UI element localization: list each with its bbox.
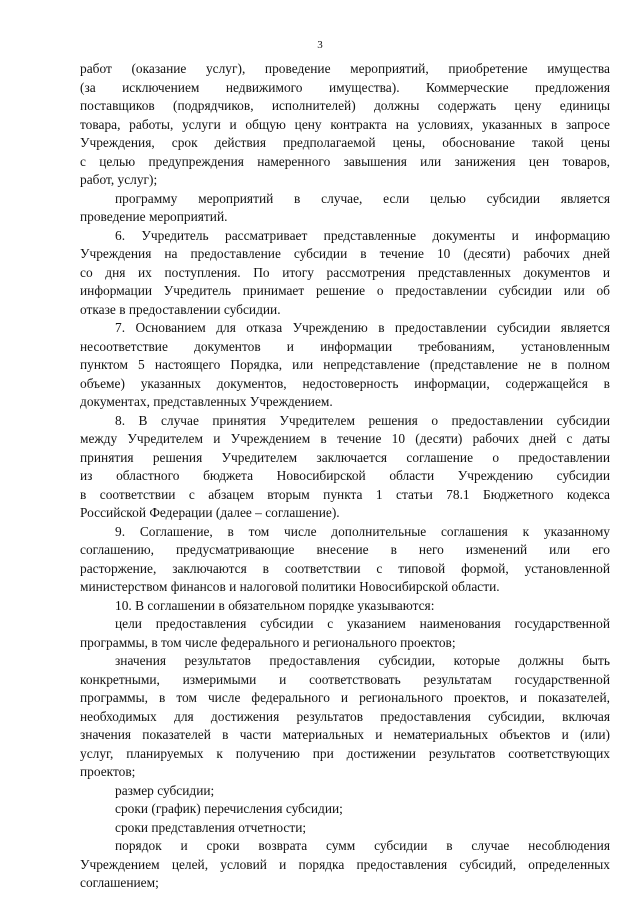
text-line: 10. В соглашении в обязательном порядке указываются: (115, 597, 435, 613)
text-line: 9. Соглашение, в том числе дополнительные соглашения к указанному (115, 523, 610, 539)
text-line: в соответствии с абзацем вторым пункта 1 статьи 78.1 Бюджетного кодекса (80, 486, 610, 502)
document-body (80, 60, 610, 893)
text-line: программы, в том числе федерального и регионального проектов; (80, 634, 456, 650)
text-line: цели предоставления субсидии с указанием наименования государственной (115, 616, 610, 631)
text-line: между Учредителем и Учреждением в течение 10 (десяти) рабочих дней с даты (80, 431, 610, 446)
text-line: сроки представления отчетности; (115, 819, 307, 835)
text-line: объеме) указанных документов, недостоверность информации, содержащейся в (80, 375, 610, 391)
text-line: принятия решения Учредителем заключается соглашение о предоставлении (80, 449, 610, 465)
text-line: работ (оказание услуг), проведение мероприятий, приобретение имущества (80, 61, 610, 76)
text-line: порядок и сроки возврата сумм субсидии в случае несоблюдения (115, 838, 610, 853)
text-line: конкретными, измеримыми и соответствовать результатам государственной (80, 671, 610, 687)
text-line: услуг, планируемых к получению при достижении результатов соответствующих (80, 745, 610, 761)
text-line: необходимых для достижения результатов предоставления субсидии, включая (80, 708, 610, 724)
text-line: проведение мероприятий. (80, 209, 228, 224)
text-line: со дня их поступления. По итогу рассмотрения представленных документов и (80, 264, 610, 280)
text-line: проектов; (80, 764, 136, 779)
text-line: программы, в том числе федерального и регионального проектов, и показателей, (80, 690, 610, 705)
text-line: 8. В случае принятия Учредителем решения о предоставлении субсидии (115, 412, 610, 428)
text-line: Учреждения, срок действия предполагаемой цены, обоснование такой цены (80, 135, 610, 150)
text-line: министерством финансов и налоговой политики Новосибирской области. (80, 579, 500, 594)
text-line: поставщиков (подрядчиков, исполнителей) должны содержать цену единицы (80, 98, 610, 113)
text-line: 6. Учредитель рассматривает представленные документы и информацию (115, 227, 610, 243)
text-line: (за исключением недвижимого имущества). Коммерческие предложения (80, 79, 610, 95)
text-line: информации Учредитель принимает решение о предоставлении субсидии или об (80, 283, 610, 298)
page-number: 3 (317, 39, 323, 51)
text-line: 7. Основанием для отказа Учреждению в предоставлении субсидии является (115, 320, 610, 335)
text-line: с целью предупреждения намеренного завышения или занижения цен товаров, (80, 153, 610, 169)
text-line: соглашением; (80, 875, 159, 890)
text-line: Учреждением целей, условий и порядка предоставления субсидий, определенных (80, 856, 610, 872)
text-line: Учреждения на предоставление субсидии в течение 10 (десяти) рабочих дней (80, 246, 610, 261)
text-line: документах, представленных Учреждением. (80, 394, 333, 409)
text-line: товара, работы, услуги и общую цену контракта на условиях, указанных в запросе (80, 116, 610, 132)
text-line: соглашению, предусматривающие внесение в него изменений или его (80, 542, 610, 557)
text-line: расторжение, заключаются в соответствии с типовой формой, установленной (80, 560, 610, 576)
text-line: значения результатов предоставления субсидии, которые должны быть (115, 653, 610, 668)
text-line: размер субсидии; (115, 782, 215, 798)
text-line: из областного бюджета Новосибирской области Учреждению субсидии (80, 468, 610, 483)
text-line: отказе в предоставлении субсидии. (80, 301, 281, 317)
text-line: Российской Федерации (далее – соглашение). (80, 505, 340, 520)
text-line: программу мероприятий в случае, если целью субсидии является (115, 190, 610, 206)
text-line: несоответствие документов и информации требованиям, установленным (80, 338, 610, 354)
text-line: работ, услуг); (80, 172, 158, 187)
text-line: значения показателей в части материальных и нематериальных объектов и (или) (80, 727, 610, 742)
text-line: пунктом 5 настоящего Порядка, или непредставление (представление не в полном (80, 357, 610, 372)
text-line: сроки (график) перечисления субсидии; (115, 801, 343, 816)
